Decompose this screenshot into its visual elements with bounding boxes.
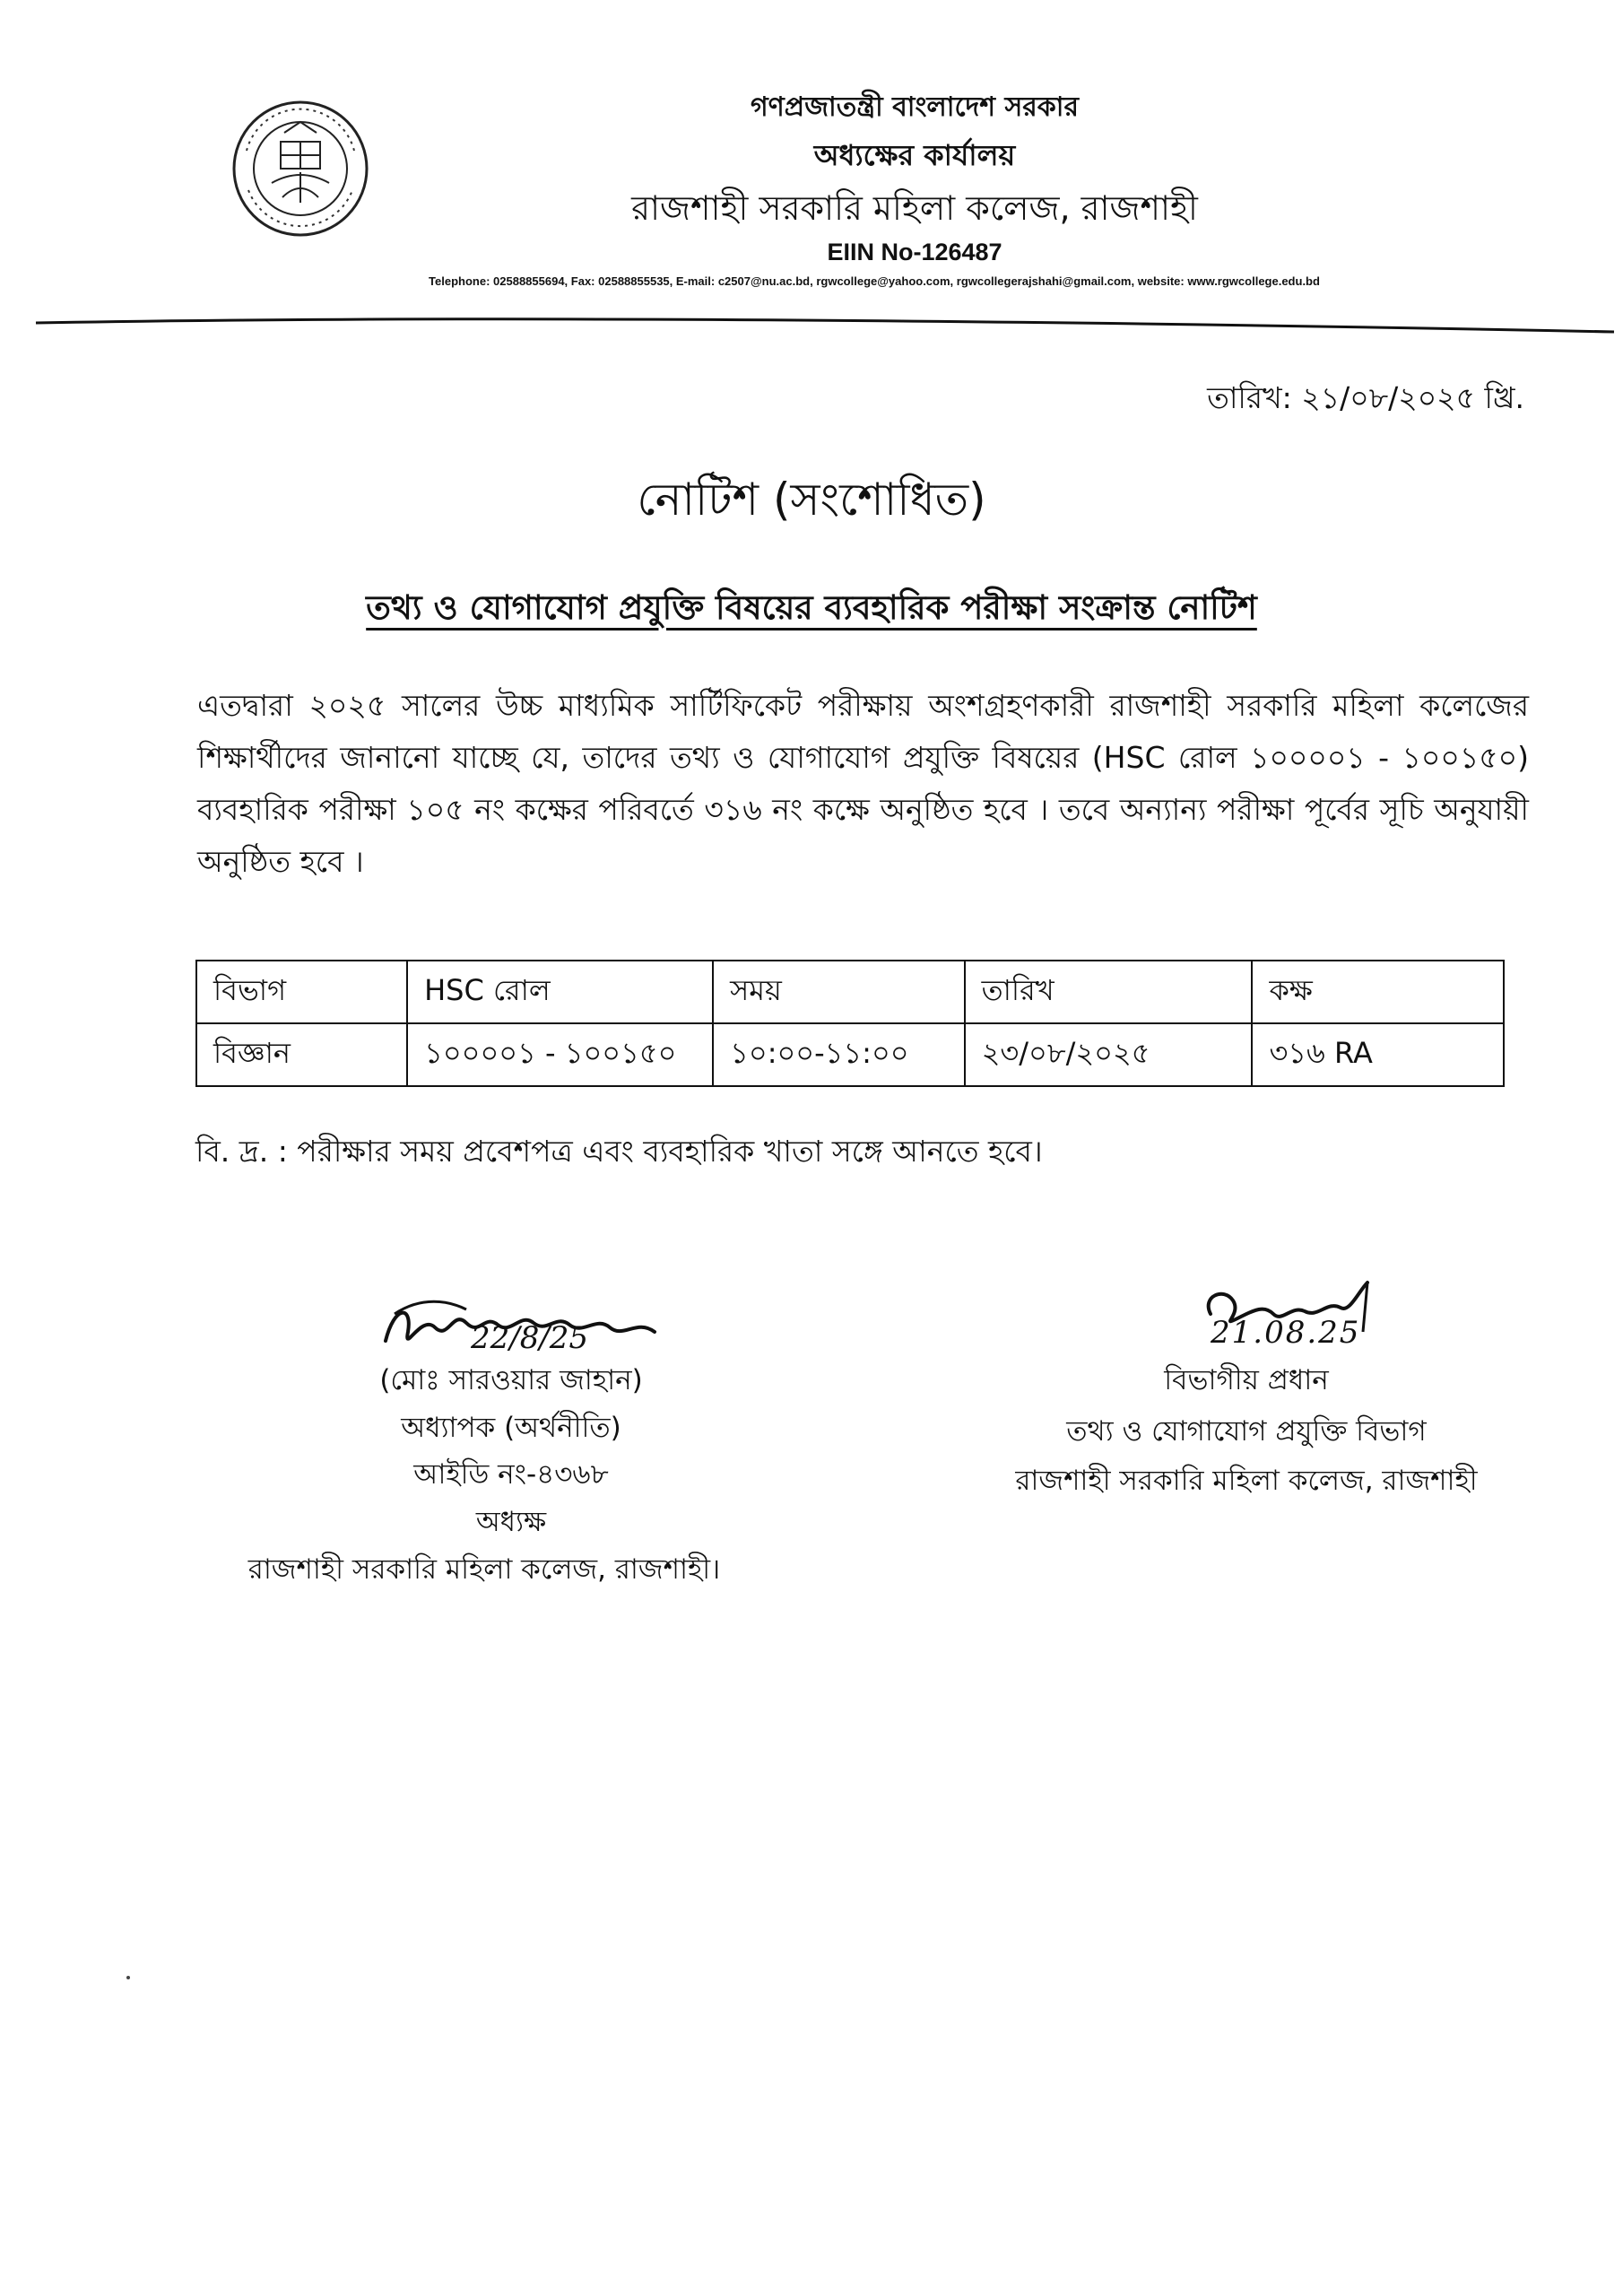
cell-room: ৩১৬ RA [1252,1023,1504,1086]
scan-speck [126,1976,130,1979]
notice-date: তারিখ: ২১/০৮/২০২৫ খ্রি. [1207,380,1524,415]
college-name: রাজশাহী সরকারি মহিলা কলেজ, রাজশাহী [631,188,1198,228]
header-cell-roll: HSC রোল [407,961,713,1023]
cell-date: ২৩/০৮/২০২৫ [965,1023,1253,1086]
header-cell-date: তারিখ [965,961,1253,1023]
table-row [196,1023,1504,1086]
government-name: গণপ্রজাতন্ত্রী বাংলাদেশ সরকার [751,91,1079,123]
principal-institution: রাজশাহী সরকারি মহিলা কলেজ, রাজশাহী। [247,1553,721,1586]
note-line: বি. দ্র. : পরীক্ষার সময় প্রবেশপত্র এবং ব্যবহারিক খাতা সঙ্গে আনতে হবে। [195,1134,1043,1169]
college-seal-logo [229,97,372,240]
header-divider [0,305,1623,350]
department-head-role: বিভাগীয় প্রধান [1164,1364,1329,1396]
department-name: তথ্য ও যোগাযোগ প্রযুক্তি বিভাগ [1066,1415,1427,1448]
principal-signature-date: 22/8/25 [471,1320,589,1356]
exam-schedule-table [195,960,1505,1087]
office-name: অধ্যক্ষের কার্যালয় [813,138,1016,172]
notice-subject: তথ্য ও যোগাযোগ প্রযুক্তি বিষয়ের ব্যবহারিক পরীক্ষা সংক্রান্ত নোটিশ [366,588,1257,627]
header-cell-room: কক্ষ [1252,961,1504,1023]
header-cell-time: সময় [713,961,965,1023]
department-head-institution: রাজশাহী সরকারি মহিলা কলেজ, রাজশাহী [1015,1465,1478,1497]
eiin-number: EIIN No-126487 [827,239,1002,265]
notice-title: নোটিশ (সংশোধিত) [637,474,986,526]
principal-id: আইডি নং-৪৩৬৮ [413,1458,609,1491]
principal-role: অধ্যক্ষ [475,1506,547,1538]
header-cell-department: বিভাগ [196,961,407,1023]
principal-designation: অধ্যাপক (অর্থনীতি) [401,1412,621,1444]
cell-department: বিজ্ঞান [196,1023,407,1086]
principal-name: (মোঃ সারওয়ার জাহান) [379,1364,643,1396]
contact-line: Telephone: 02588855694, Fax: 02588855535, E-mail: c2507@nu.ac.bd, rgwcollege@yahoo.com, rgwcollegerajshahi@gmail.com, website: www.rgwcollege.edu.bd [429,274,1320,288]
notice-body: এতদ্বারা ২০২৫ সালের উচ্চ মাধ্যমিক সার্টিফিকেট পরীক্ষায় অংশগ্রহণকারী রাজশাহী সরকারি মহিলা কলেজের শিক্ষার্থীদের জানানো যাচ্ছে যে, তাদের তথ্য ও যোগাযোগ প্রযুক্তি বিষয়ের (HSC রোল ১০০০০১ - ১০০১৫০) ব্যবহারিক পরীক্ষা ১০৫ নং কক্ষের পরিবর্তে ৩১৬ নং কক্ষে অনুষ্ঠিত হবে । তবে অন্যান্য পরীক্ষা পূর্বের সূচি অনুযায়ী অনুষ্ঠিত হবে । [197,688,1529,879]
department-head-signature-date: 21.08.25 [1211,1315,1361,1351]
cell-time: ১০:০০-১১:০০ [713,1023,965,1086]
cell-roll: ১০০০০১ - ১০০১৫০ [407,1023,713,1086]
table-header-row [196,961,1504,1023]
